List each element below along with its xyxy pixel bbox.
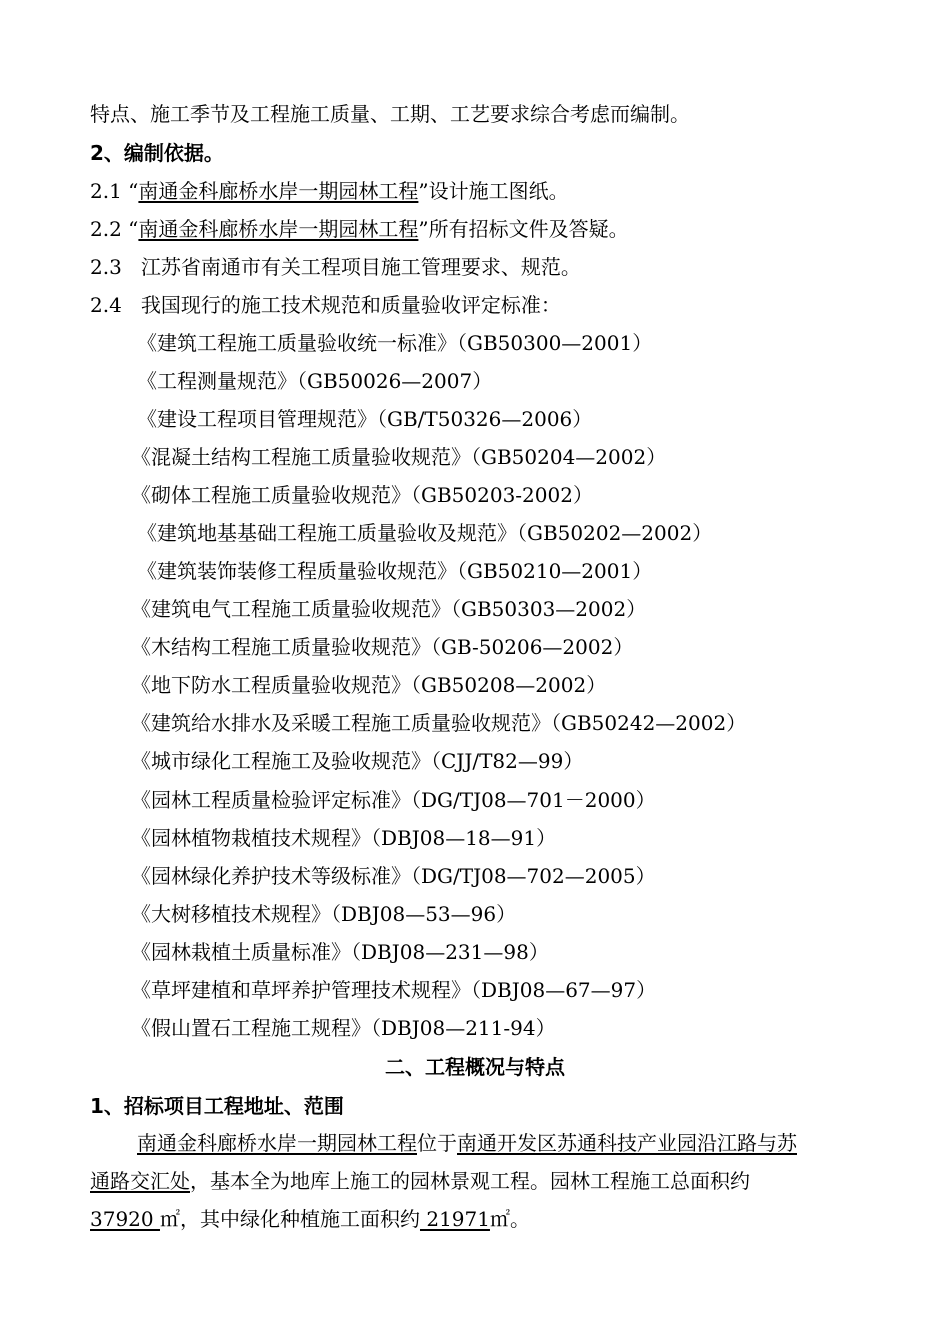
standard-item: 《园林绿化养护技术等级标准》（DG/TJ08—702—2005） <box>131 864 656 888</box>
paragraph-text: ㎡，其中绿化种植施工面积约 <box>159 1207 420 1231</box>
basis-number: 2.1 <box>90 179 122 203</box>
project-name: 南通金科廊桥水岸一期园林工程 <box>138 179 419 203</box>
standard-item: 《混凝土结构工程施工质量验收规范》（GB50204—2002） <box>131 445 667 469</box>
standard-item: 《砌体工程施工质量验收规范》（GB50203-2002） <box>131 483 593 507</box>
chapter-heading: 二、工程概况与特点 <box>385 1055 565 1079</box>
standard-item: 《大树移植技术规程》（DBJ08—53—96） <box>131 902 517 926</box>
project-address: 南通开发区苏通科技产业园沿江路与苏 <box>457 1131 797 1155</box>
basis-item-2-1 <box>90 177 569 205</box>
standard-item: 《草坪建植和草坪养护管理技术规程》（DBJ08—67—97） <box>131 978 657 1002</box>
paragraph-text: ㎡。 <box>489 1207 530 1231</box>
standard-item: 《假山置石工程施工规程》（DBJ08—211-94） <box>131 1016 556 1040</box>
project-name: 南通金科廊桥水岸一期园林工程 <box>137 1131 417 1155</box>
basis-number: 2.2 <box>90 217 122 241</box>
section-heading-basis: 2、编制依据。 <box>90 141 224 165</box>
standard-item: 《城市绿化工程施工及验收规范》（CJJ/T82—99） <box>131 749 584 773</box>
quote-open: “ <box>128 179 139 203</box>
standard-item: 《工程测量规范》（GB50026—2007） <box>137 369 493 393</box>
standard-item: 《建筑装饰装修工程质量验收规范》（GB50210—2001） <box>137 559 653 583</box>
project-name: 南通金科廊桥水岸一期园林工程 <box>138 217 419 241</box>
basis-item-2-2 <box>90 215 629 243</box>
standard-item: 《建筑给水排水及采暖工程施工质量验收规范》（GB50242—2002） <box>131 711 747 735</box>
standard-item: 《建设工程项目管理规范》（GB/T50326—2006） <box>137 407 593 431</box>
standard-item: 《建筑工程施工质量验收统一标准》（GB50300—2001） <box>137 331 653 355</box>
standard-item: 《建筑地基基础工程施工质量验收及规范》（GB50202—2002） <box>137 521 713 545</box>
standard-item: 《园林栽植土质量标准》（DBJ08—231—98） <box>131 940 549 964</box>
basis-item-2-4 <box>90 291 561 319</box>
sub-heading: 1、招标项目工程地址、范围 <box>90 1094 344 1118</box>
standard-item: 《建筑电气工程施工质量验收规范》（GB50303—2002） <box>131 597 647 621</box>
paragraph-line-1 <box>137 1129 797 1157</box>
basis-item-2-3 <box>90 253 581 281</box>
basis-text: 江苏省南通市有关工程项目施工管理要求、规范。 <box>140 255 581 279</box>
basis-text: 我国现行的施工技术规范和质量验收评定标准： <box>140 293 561 317</box>
standard-item: 《园林工程质量检验评定标准》（DG/TJ08—701－2000） <box>131 788 656 812</box>
standard-item: 《地下防水工程质量验收规范》（GB50208—2002） <box>131 673 607 697</box>
basis-text: ”设计施工图纸。 <box>418 179 569 203</box>
green-area-value: 21971 <box>419 1207 490 1231</box>
paragraph-text: 位于 <box>417 1131 457 1155</box>
paragraph-text: ，基本全为地库上施工的园林景观工程。园林工程施工总面积约 <box>190 1169 750 1193</box>
basis-number: 2.3 <box>90 255 122 279</box>
quote-open: “ <box>128 217 139 241</box>
project-address: 通路交汇处 <box>90 1169 190 1193</box>
paragraph-line-3 <box>90 1205 530 1233</box>
total-area-value: 37920 <box>90 1207 160 1231</box>
intro-tail: 特点、施工季节及工程施工质量、工期、工艺要求综合考虑而编制。 <box>90 102 690 126</box>
basis-number: 2.4 <box>90 293 122 317</box>
basis-text: ”所有招标文件及答疑。 <box>418 217 629 241</box>
paragraph-line-2 <box>90 1167 750 1195</box>
standard-item: 《木结构工程施工质量验收规范》（GB-50206—2002） <box>131 635 634 659</box>
standard-item: 《园林植物栽植技术规程》（DBJ08—18—91） <box>131 826 557 850</box>
